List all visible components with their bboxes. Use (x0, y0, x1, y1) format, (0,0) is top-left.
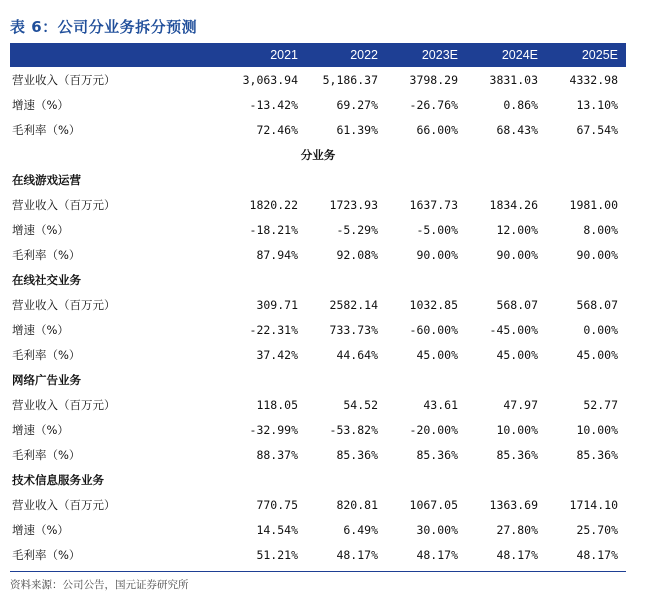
value-cell: 1834.26 (489, 197, 538, 212)
value-cell: 52.77 (583, 397, 618, 412)
value-cell: 14.54% (256, 522, 298, 537)
table-row (10, 92, 626, 117)
value-cell: 1820.22 (249, 197, 298, 212)
value-cell: 1981.00 (569, 197, 618, 212)
row-label: 营业收入（百万元） (12, 297, 116, 312)
value-cell: 1637.73 (409, 197, 458, 212)
value-cell: 66.00% (416, 122, 458, 137)
section-label: 在线社交业务 (12, 272, 81, 287)
value-cell: 3798.29 (409, 72, 458, 87)
value-cell: 770.75 (256, 497, 298, 512)
header-year: 2025E (581, 48, 618, 62)
value-cell: 85.36% (576, 447, 618, 462)
value-cell: -53.82% (329, 422, 378, 437)
section-heading (10, 467, 626, 492)
value-cell: 13.10% (576, 97, 618, 112)
table-row (10, 417, 626, 442)
section-label: 技术信息服务业务 (12, 472, 104, 487)
value-cell: 568.07 (496, 297, 538, 312)
value-cell: -45.00% (489, 322, 538, 337)
table-bottom-rule (10, 571, 626, 572)
table-row (10, 317, 626, 342)
value-cell: -20.00% (409, 422, 458, 437)
table-row (10, 192, 626, 217)
header-year: 2021 (270, 48, 298, 62)
table-row (10, 292, 626, 317)
value-cell: 37.42% (256, 347, 298, 362)
value-cell: 90.00% (416, 247, 458, 262)
table-row (10, 542, 626, 567)
value-cell: 27.80% (496, 522, 538, 537)
header-year: 2023E (421, 48, 458, 62)
row-label: 增速（%） (12, 322, 69, 337)
row-label: 毛利率（%） (12, 347, 81, 362)
row-label: 增速（%） (12, 422, 69, 437)
value-cell: 1714.10 (569, 497, 618, 512)
value-cell: 48.17% (576, 547, 618, 562)
subheading-row (10, 142, 626, 167)
value-cell: 12.00% (496, 222, 538, 237)
value-cell: 820.81 (336, 497, 378, 512)
value-cell: -26.76% (409, 97, 458, 112)
value-cell: 30.00% (416, 522, 458, 537)
value-cell: 45.00% (416, 347, 458, 362)
value-cell: 1363.69 (489, 497, 538, 512)
forecast-table (10, 43, 626, 567)
row-label: 毛利率（%） (12, 547, 81, 562)
row-label: 毛利率（%） (12, 447, 81, 462)
table-row (10, 517, 626, 542)
value-cell: 1067.05 (409, 497, 458, 512)
table-row (10, 342, 626, 367)
row-label: 营业收入（百万元） (12, 397, 116, 412)
value-cell: 5,186.37 (322, 72, 378, 87)
value-cell: -60.00% (409, 322, 458, 337)
table-header (10, 43, 626, 67)
row-label: 增速（%） (12, 522, 69, 537)
value-cell: 4332.98 (569, 72, 618, 87)
value-cell: 69.27% (336, 97, 378, 112)
value-cell: 92.08% (336, 247, 378, 262)
row-label: 营业收入（百万元） (12, 497, 116, 512)
value-cell: 118.05 (256, 397, 298, 412)
value-cell: 2582.14 (329, 297, 378, 312)
value-cell: 47.97 (503, 397, 538, 412)
value-cell: 88.37% (256, 447, 298, 462)
section-heading (10, 367, 626, 392)
table-body (10, 67, 626, 567)
value-cell: 3831.03 (489, 72, 538, 87)
row-label: 增速（%） (12, 97, 69, 112)
value-cell: 3,063.94 (242, 72, 298, 87)
value-cell: 87.94% (256, 247, 298, 262)
table-row (10, 392, 626, 417)
value-cell: -13.42% (249, 97, 298, 112)
value-cell: 85.36% (336, 447, 378, 462)
subheading-label: 分业务 (300, 147, 336, 162)
section-heading (10, 167, 626, 192)
value-cell: 309.71 (256, 297, 298, 312)
value-cell: 85.36% (416, 447, 458, 462)
row-label: 毛利率（%） (12, 247, 81, 262)
value-cell: -5.29% (336, 222, 378, 237)
value-cell: 72.46% (256, 122, 298, 137)
value-cell: 10.00% (576, 422, 618, 437)
value-cell: 61.39% (336, 122, 378, 137)
value-cell: 85.36% (496, 447, 538, 462)
value-cell: 25.70% (576, 522, 618, 537)
table-row (10, 492, 626, 517)
value-cell: 51.21% (256, 547, 298, 562)
row-label: 营业收入（百万元） (12, 72, 116, 87)
section-label: 在线游戏运营 (12, 172, 81, 187)
row-label: 增速（%） (12, 222, 69, 237)
section-label: 网络广告业务 (12, 372, 81, 387)
value-cell: 54.52 (343, 397, 378, 412)
value-cell: 43.61 (423, 397, 458, 412)
table-title: 表 6：公司分业务拆分预测 (10, 18, 198, 36)
table-row (10, 442, 626, 467)
value-cell: 44.64% (336, 347, 378, 362)
value-cell: 48.17% (336, 547, 378, 562)
value-cell: 10.00% (496, 422, 538, 437)
value-cell: 0.86% (503, 97, 538, 112)
table-row (10, 67, 626, 92)
value-cell: 45.00% (576, 347, 618, 362)
table-row (10, 217, 626, 242)
section-heading (10, 267, 626, 292)
value-cell: 45.00% (496, 347, 538, 362)
value-cell: -18.21% (249, 222, 298, 237)
value-cell: 67.54% (576, 122, 618, 137)
value-cell: 1723.93 (329, 197, 378, 212)
value-cell: 90.00% (496, 247, 538, 262)
value-cell: 1032.85 (409, 297, 458, 312)
table-row (10, 117, 626, 142)
value-cell: 568.07 (576, 297, 618, 312)
value-cell: 68.43% (496, 122, 538, 137)
value-cell: 8.00% (583, 222, 618, 237)
value-cell: 90.00% (576, 247, 618, 262)
value-cell: 48.17% (496, 547, 538, 562)
value-cell: -32.99% (249, 422, 298, 437)
row-label: 毛利率（%） (12, 122, 81, 137)
value-cell: -22.31% (249, 322, 298, 337)
header-year: 2022 (350, 48, 378, 62)
header-year: 2024E (501, 48, 538, 62)
source-note: 资料来源：公司公告，国元证券研究所 (10, 579, 189, 591)
value-cell: 0.00% (583, 322, 618, 337)
value-cell: 6.49% (343, 522, 378, 537)
row-label: 营业收入（百万元） (12, 197, 116, 212)
value-cell: 48.17% (416, 547, 458, 562)
value-cell: -5.00% (416, 222, 458, 237)
table-row (10, 242, 626, 267)
value-cell: 733.73% (329, 322, 378, 337)
